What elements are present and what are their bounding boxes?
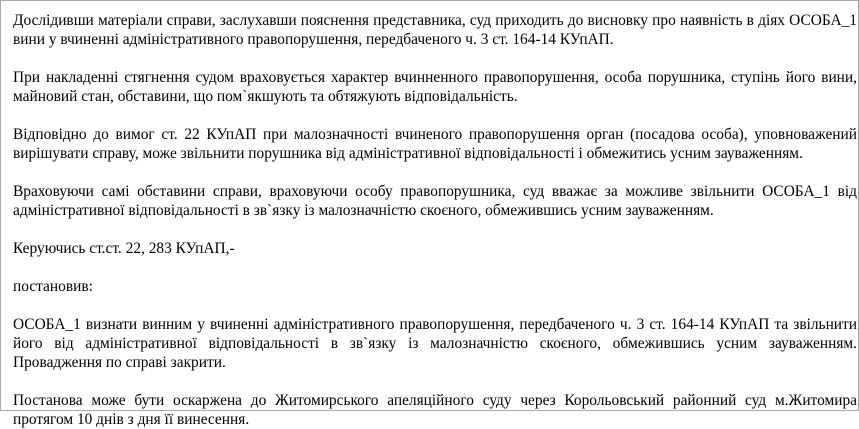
paragraph-appeal: Постанова може бути оскаржена до Житомирського апеляційного суду через Корольовський районний суд м.Житомира протягом 10 днів з дня її винесення. bbox=[13, 392, 857, 428]
paragraph-resolved: постановив: bbox=[13, 278, 93, 295]
paragraph-guided-by: Керуючись ст.ст. 22, 283 КУпАП,- bbox=[13, 240, 235, 257]
paragraph-court-consideration: Враховуючи самі обставини справи, враховуючи особу правопорушника, суд вважає за можливе звільнити ОСОБА_1 від адміністративної відповідальності в зв`язку із малозначністю скоєного, обмежившись усним зауваженням. bbox=[13, 183, 857, 219]
paragraph-findings: Дослідивши матеріали справи, заслухавши пояснення представника, суд приходить до висновку про наявність в діях ОСОБА_1 вини у вчиненні адміністративного правопорушення, передбаченого ч. 3 ст. 164-14 КУпАП. bbox=[13, 12, 857, 48]
paragraph-penalty-factors: При накладенні стягнення судом враховується характер вчинненного правопорушення, особа порушника, ступінь його вини, майновий стан, обставини, що пом`якшують та обтяжують відповідальність. bbox=[13, 69, 857, 105]
paragraph-decision: ОСОБА_1 визнати винним у вчиненні адміністративного правопорушення, передбаченого ч. 3 ст. 164-14 КУпАП та звільнити його від адміністративної відповідальності в зв`язку із малозначністю скоєного, обмежившись усним зауваженням. Провадження по справі закрити. bbox=[13, 316, 857, 371]
paragraph-legal-basis: Відповідно до вимог ст. 22 КУпАП при малозначності вчиненого правопорушення орган (посадова особа), уповноважений вирішувати справу, може звільнити порушника від адміністративної відповідальності і обмежитись усним зауваженням. bbox=[13, 126, 857, 162]
document-body bbox=[13, 11, 857, 429]
